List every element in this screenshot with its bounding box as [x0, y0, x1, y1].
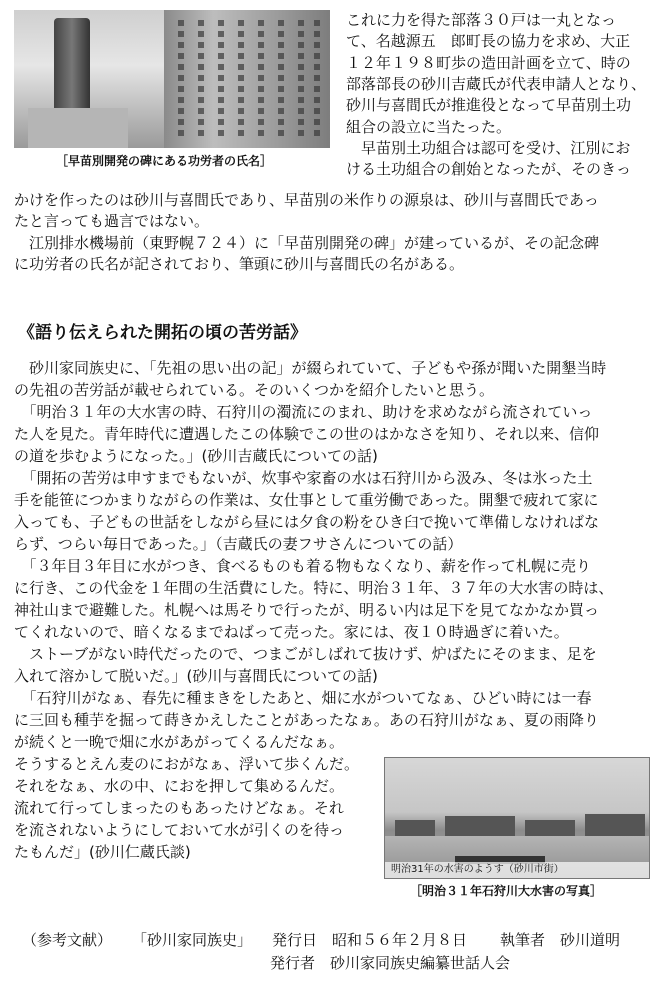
section-heading: 《語り伝えられた開拓の頃の苦労話》 [18, 323, 307, 343]
flood-photo-caption: ［明治３１年石狩川大水害の写真］ [410, 884, 603, 898]
body-lines-line: 「石狩川がなぁ、春先に種まきをしたあと、畑に水がついてなぁ、ひどい時には一春 [14, 689, 592, 707]
intro-full-lines-line: かけを作ったのは砂川与喜間氏であり、早苗別の米作りの源泉は、砂川与喜間氏であっ [14, 191, 599, 209]
body-lines-line: た人を見た。青年時代に遭遇したこの体験でこの世のはかなさを知り、それ以来、信仰 [14, 425, 600, 443]
monument-photo [14, 10, 330, 148]
intro-lines-line: 組合の設立に当たった。 [346, 117, 512, 136]
intro-full-lines-line: 江別排水機場前（東野幌７２４）に「早苗別開発の碑」が建っているが、その記念碑 [14, 233, 600, 252]
body-lines-line: てくれないので、暗くなるまでねばって売った。家には、夜１０時過ぎに着いた。 [14, 623, 569, 641]
references-date: 発行日 昭和５６年２月８日 [272, 931, 468, 949]
references-author: 執筆者 砂川道明 [500, 931, 621, 949]
body-lines-line: 砂川家同族史に、「先祖の思い出の記」が綴られていて、子どもや孫が聞いた開墾当時 [14, 359, 607, 377]
body-lines-line: に三回も種芋を掘って蒔きかえしたことがあったなぁ。あの石狩川がなぁ、夏の雨降り [14, 711, 599, 729]
references-publisher: 発行者 砂川家同族史編纂世話人会 [270, 954, 511, 972]
intro-lines-line: ける土功組合の創始となったが、そのきっ [346, 160, 632, 179]
body-narrow-lines-line: それをなぁ、水の中、におを押して集めるんだ。 [14, 777, 345, 795]
intro-lines-line: １２年１９８町歩の造田計画を立て、時の [346, 53, 631, 72]
intro-full-lines-line: に功労者の氏名が記されており、筆頭に砂川与喜間氏の名がある。 [14, 254, 465, 273]
intro-lines-line: 砂川与喜間氏が推進役となって早苗別土功 [346, 96, 632, 115]
body-narrow-lines-line: 流れて行ってしまったのもあったけどなぁ。それ [14, 799, 344, 817]
body-lines-line: の道を歩むようになった。」(砂川吉蔵氏についての話) [14, 447, 378, 465]
body-narrow-lines-line: たもんだ」(砂川仁蔵氏談) [14, 843, 191, 861]
intro-full-lines-line: たと言っても過言ではない。 [14, 212, 210, 231]
body-lines-line: 「３年目３年目に水がつき、食べるものも着る物もなくなり、薪を作って札幌に売り [14, 557, 591, 575]
body-lines-line: 神社山まで避難した。札幌へは馬そりで行ったが、明るい内は足下を見てなかなか買っ [14, 601, 600, 619]
body-lines-line: らず、つらい毎日であった。」（吉蔵氏の妻フサさんについての話） [14, 535, 463, 553]
inscribed-stone [164, 10, 330, 148]
body-lines-line: 入れて溶かして脱いだ。」(砂川与喜間氏についての話) [14, 667, 378, 685]
references-label: （参考文献） [22, 931, 113, 949]
intro-lines-line: 部落部長の砂川吉蔵氏が代表申請人となり、 [346, 74, 647, 93]
body-lines-line: ストーブがない時代だったので、つまごがしばれて抜けず、炉ばたにそのまま、足を [14, 645, 597, 663]
intro-lines-line: て、名越源五 郎町長の協力を求め、大正 [346, 32, 631, 51]
body-lines-line: の先祖の苦労話が載せられている。そのいくつかを紹介したいと思う。 [14, 381, 495, 399]
monument-photo-caption: ［早苗別開発の碑にある功労者の氏名］ [56, 154, 273, 168]
references-title: 「砂川家同族史」 [132, 931, 253, 949]
body-narrow-lines-line: が続くと一晩で畑に水があがってくるんだなぁ。 [14, 733, 345, 751]
body-lines-line: 手を能笹につかまりながらの作業は、女仕事として重労働であった。開墾で疲れて家に [14, 491, 599, 509]
body-narrow-lines-line: そうするとえん麦のにおがなぁ、浮いて歩くんだ。 [14, 755, 360, 773]
intro-lines-line: これに力を得た部落３０戸は一丸となっ [346, 11, 617, 29]
flood-photo [384, 757, 650, 879]
body-lines-line: に行き、この代金を１年間の生活費にした。特に、明治３１年、３７年の大水害の時は、 [14, 579, 614, 597]
monument-base [28, 108, 128, 148]
intro-lines-line: 早苗別土功組合は認可を受け、江別にお [346, 138, 631, 157]
body-lines-line: 「開拓の苦労は申すまでもないが、炊事や家畜の水は石狩川から汲み、冬は氷った土 [14, 469, 593, 487]
body-lines-line: 「明治３１年の大水害の時、石狩川の濁流にのまれ、助けを求めながら流されていっ [14, 403, 593, 421]
flood-photo-overlay-text: 明治31年の水害のようす（砂川市街） [385, 862, 649, 878]
body-narrow-lines-line: を流されないようにしておいて水が引くのを待っ [14, 821, 345, 839]
body-lines-line: 入っても、子どもの世話をしながら昼には夕食の粉をひき臼で挽いて準備しなければな [14, 513, 600, 531]
